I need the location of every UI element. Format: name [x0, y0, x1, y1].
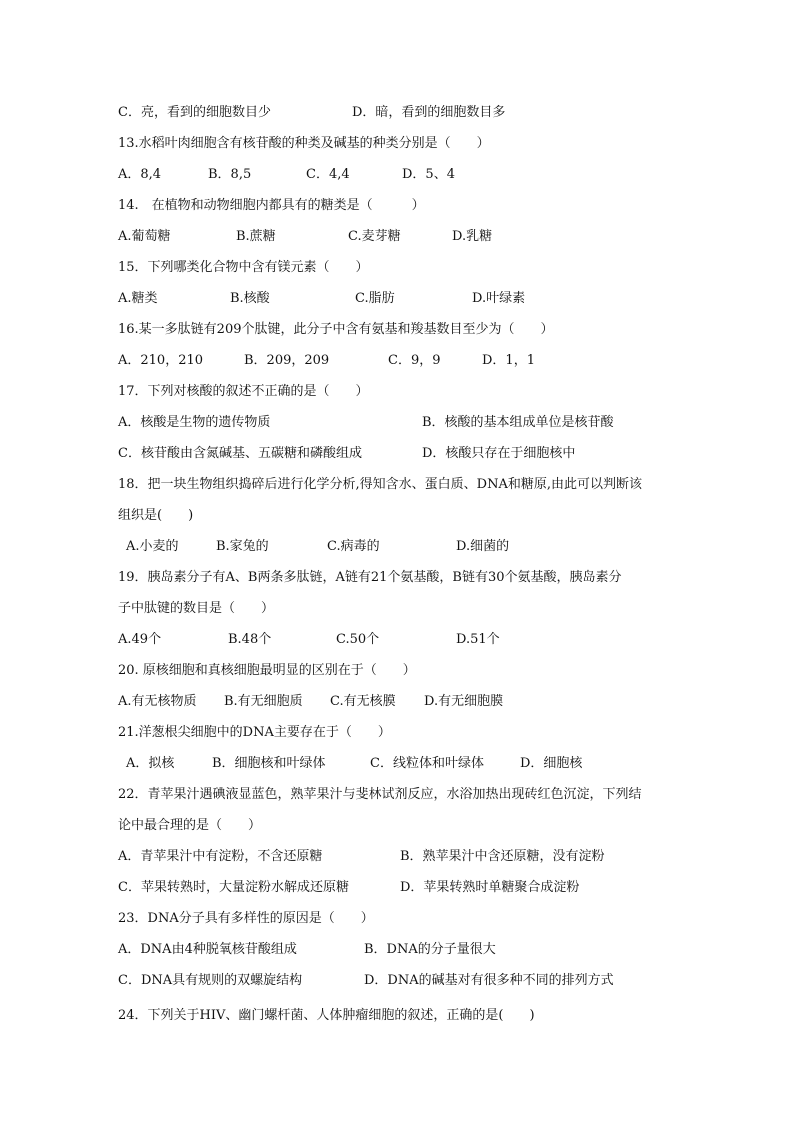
question-18 — [0, 475, 794, 495]
option-a: A．210，210 — [118, 353, 204, 368]
option-b: B.核酸 — [230, 291, 270, 306]
options-17-ab — [0, 413, 794, 433]
question-text: 19．胰岛素分子有A、B两条多肽链，A链有21个氨基酸，B链有30个氨基酸，胰岛素分 — [118, 570, 622, 585]
question-13 — [0, 134, 794, 154]
question-text: 16.某一多肽链有209个肽键，此分子中含有氨基和羧基数目至少为（ ） — [118, 322, 554, 337]
options-22-cd — [0, 878, 794, 898]
option-a: A.糖类 — [118, 291, 158, 306]
question-20 — [0, 661, 794, 681]
option-a: A．DNA由4种脱氧核苷酸组成 — [118, 942, 297, 957]
option-b: B．8,5 — [208, 167, 252, 182]
options-14 — [0, 227, 794, 247]
option-d: D．5、4 — [402, 167, 455, 182]
option-d: D．1，1 — [482, 353, 535, 368]
question-21 — [0, 723, 794, 743]
question-24 — [0, 1006, 794, 1026]
option-a: A.葡萄糖 — [118, 229, 171, 244]
option-d: D.细菌的 — [456, 539, 510, 554]
options-16 — [0, 351, 794, 371]
options-23-ab — [0, 940, 794, 960]
option-d: D.51个 — [456, 632, 500, 647]
option-d: D.有无细胞膜 — [424, 694, 504, 709]
question-19-cont — [0, 599, 794, 619]
option-b: B．细胞核和叶绿体 — [212, 756, 326, 771]
question-18-cont — [0, 506, 794, 526]
option-a: A.49个 — [118, 632, 162, 647]
question-text: 17．下列对核酸的叙述不正确的是（ ） — [118, 384, 369, 399]
option-c: C．亮，看到的细胞数目少 — [118, 105, 271, 120]
question-text: 子中肽键的数目是（ ） — [118, 601, 275, 616]
question-22 — [0, 785, 794, 805]
options-21 — [0, 754, 794, 774]
question-text: 论中最合理的是（ ） — [118, 818, 262, 833]
question-text: 14. 在植物和动物细胞内都具有的糖类是（ ） — [118, 198, 425, 213]
option-a: A．青苹果汁中有淀粉，不含还原糖 — [118, 849, 323, 864]
option-b: B．DNA的分子量很大 — [364, 942, 496, 957]
options-22-ab — [0, 847, 794, 867]
question-14 — [0, 196, 794, 216]
options-23-cd — [0, 971, 794, 991]
question-19 — [0, 568, 794, 588]
option-c: C.病毒的 — [327, 539, 380, 554]
option-b: B．熟苹果汁中含还原糖，没有淀粉 — [400, 849, 605, 864]
line-1 — [0, 103, 794, 123]
option-d: D.乳糖 — [452, 229, 493, 244]
option-d: D．核酸只存在于细胞核中 — [422, 446, 576, 461]
question-text: 21.洋葱根尖细胞中的DNA主要存在于（ ） — [118, 725, 391, 740]
question-text: 13.水稻叶肉细胞含有核苷酸的种类及碱基的种类分别是（ ） — [118, 136, 490, 151]
option-b: B.48个 — [228, 632, 272, 647]
option-c: C．苹果转熟时，大量淀粉水解成还原糖 — [118, 880, 349, 895]
question-text: 15．下列哪类化合物中含有镁元素（ ） — [118, 260, 369, 275]
option-d: D.叶绿素 — [472, 291, 526, 306]
options-20 — [0, 692, 794, 712]
option-a: A.小麦的 — [126, 539, 179, 554]
option-c: C.脂肪 — [355, 291, 395, 306]
options-17-cd — [0, 444, 794, 464]
option-c: C．9，9 — [388, 353, 441, 368]
option-d: D．苹果转熟时单糖聚合成淀粉 — [400, 880, 580, 895]
question-text: 23．DNA分子具有多样性的原因是（ ） — [118, 911, 374, 926]
option-d: D．细胞核 — [520, 756, 583, 771]
option-a: A．8,4 — [118, 167, 162, 182]
option-c: C．核苷酸由含氮碱基、五碳糖和磷酸组成 — [118, 446, 362, 461]
option-c: C．线粒体和叶绿体 — [370, 756, 484, 771]
question-text: 20. 原核细胞和真核细胞最明显的区别在于（ ） — [118, 663, 416, 678]
options-13 — [0, 165, 794, 185]
question-22-cont — [0, 816, 794, 836]
option-a: A.有无核物质 — [118, 694, 197, 709]
option-c: C．4,4 — [306, 167, 350, 182]
option-a: A．拟核 — [126, 756, 175, 771]
option-c: C.麦芽糖 — [348, 229, 401, 244]
question-16 — [0, 320, 794, 340]
question-text: 24．下列关于HIV、幽门螺杆菌、人体肿瘤细胞的叙述，正确的是( ) — [118, 1008, 535, 1023]
option-a: A．核酸是生物的遗传物质 — [118, 415, 271, 430]
option-b: B．核酸的基本组成单位是核苷酸 — [422, 415, 614, 430]
question-17 — [0, 382, 794, 402]
option-c: C.有无核膜 — [330, 694, 396, 709]
options-18 — [0, 537, 794, 557]
question-15 — [0, 258, 794, 278]
option-b: B.蔗糖 — [236, 229, 276, 244]
option-d: D．DNA的碱基对有很多种不同的排列方式 — [364, 973, 614, 988]
options-15 — [0, 289, 794, 309]
option-b: B.有无细胞质 — [224, 694, 303, 709]
option-c: C.50个 — [336, 632, 380, 647]
option-d: D．暗，看到的细胞数目多 — [352, 105, 506, 120]
option-c: C．DNA具有规则的双螺旋结构 — [118, 973, 303, 988]
question-23 — [0, 909, 794, 929]
option-b: B．209，209 — [244, 353, 330, 368]
option-b: B.家兔的 — [216, 539, 269, 554]
question-text: 22．青苹果汁遇碘液显蓝色，熟苹果汁与斐林试剂反应，水浴加热出现砖红色沉淀，下列结 — [118, 787, 642, 802]
options-19 — [0, 630, 794, 650]
question-text: 组织是( ) — [118, 508, 194, 523]
question-text: 18．把一块生物组织捣碎后进行化学分析,得知含水、蛋白质、DNA和糖原,由此可以判断该 — [118, 477, 642, 492]
